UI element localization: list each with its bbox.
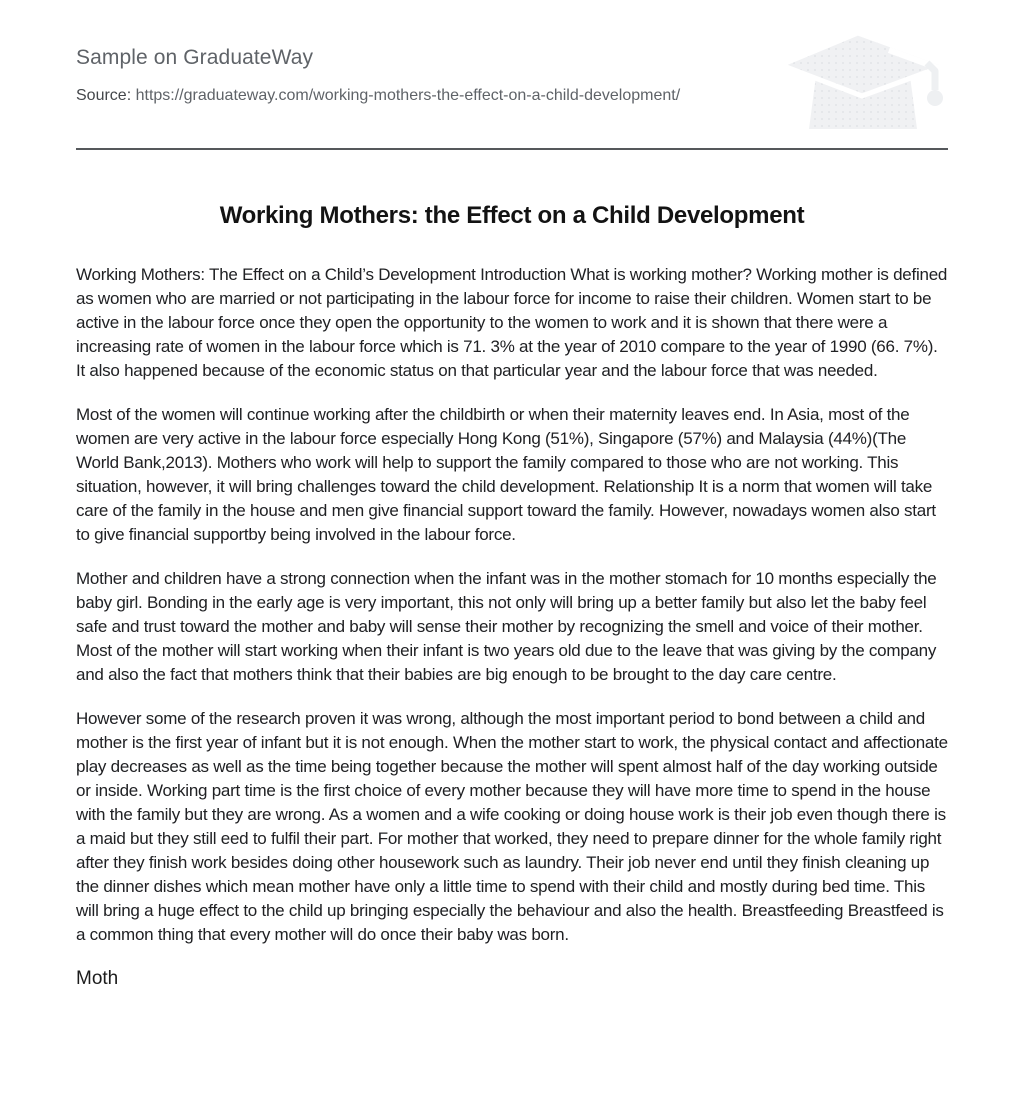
essay-paragraph-truncated: Moth [76,968,119,989]
essay-body [76,263,948,991]
essay-title: Working Mothers: the Effect on a Child Development [219,202,805,229]
essay-paragraph: However some of the research proven it was wrong, although the most important period to bond between a child and mother is the first year of infant but it is not enough. When the mother start to work, the physical contact and affectionate play decreases as well as the time being together because the mother will spent almost half of the day working outside or inside. Working part time is the first choice of every mother because they will have more time to spend in the house with the family but they are wrong. As a women and a wife cooking or doing house work is their job even though there is a maid but they still eed to fulfil their part. For mother that worked, they need to prepare dinner for the whole family right after they finish work besides doing other housework such as laundry. Their job never end until they finish cleaning up the dinner dishes which mean mother have only a little time to spend with their child and mostly during bed time. This will bring a huge effect to the child up bringing especially the behaviour and also the health. Breastfeeding Breastfeed is a common thing that every mother will do once their baby was born. [76,709,948,944]
essay-paragraph: Working Mothers: The Effect on a Child’s Development Introduction What is working mother? Working mother is defined as women who are married or not participating in the labour force for income to raise their children. Women start to be active in the labour force once they open the opportunity to the women to work and it is shown that there were a increasing rate of women in the labour force which is 71. 3% at the year of 2010 compare to the year of 1990 (66. 7%). It also happened because of the economic status on that particular year and the labour force that was needed. [76,265,948,380]
sample-heading: Sample on GraduateWay [76,46,314,69]
divider [76,148,948,150]
source-url: https://graduateway.com/working-mothers-the-effect-on-a-child-development/ [135,87,681,104]
source-label: Source: [76,87,132,104]
graduation-cap-icon [778,26,954,136]
essay-paragraph: Mother and children have a strong connection when the infant was in the mother stomach for 10 months especially the baby girl. Bonding in the early age is very important, this not only will bring up a better family but also let the baby feel safe and trust toward the mother and baby will sense their mother by recognizing the smell and voice of their mother. Most of the mother will start working when their infant is two years old due to the leave that was giving by the company and also the fact that mothers think that their babies are big enough to be brought to the day care centre. [76,569,937,684]
essay-paragraph: Most of the women will continue working after the childbirth or when their maternity leaves end. In Asia, most of the women are very active in the labour force especially Hong Kong (51%), Singapore (57%) and Malaysia (44%)(The World Bank,2013). Mothers who work will help to support the family compared to those who are not working. This situation, however, it will bring challenges toward the child development. Relationship It is a norm that women will take care of the family in the house and men give financial support toward the family. However, nowadays women also start to give financial supportby being involved in the labour force. [76,405,936,544]
